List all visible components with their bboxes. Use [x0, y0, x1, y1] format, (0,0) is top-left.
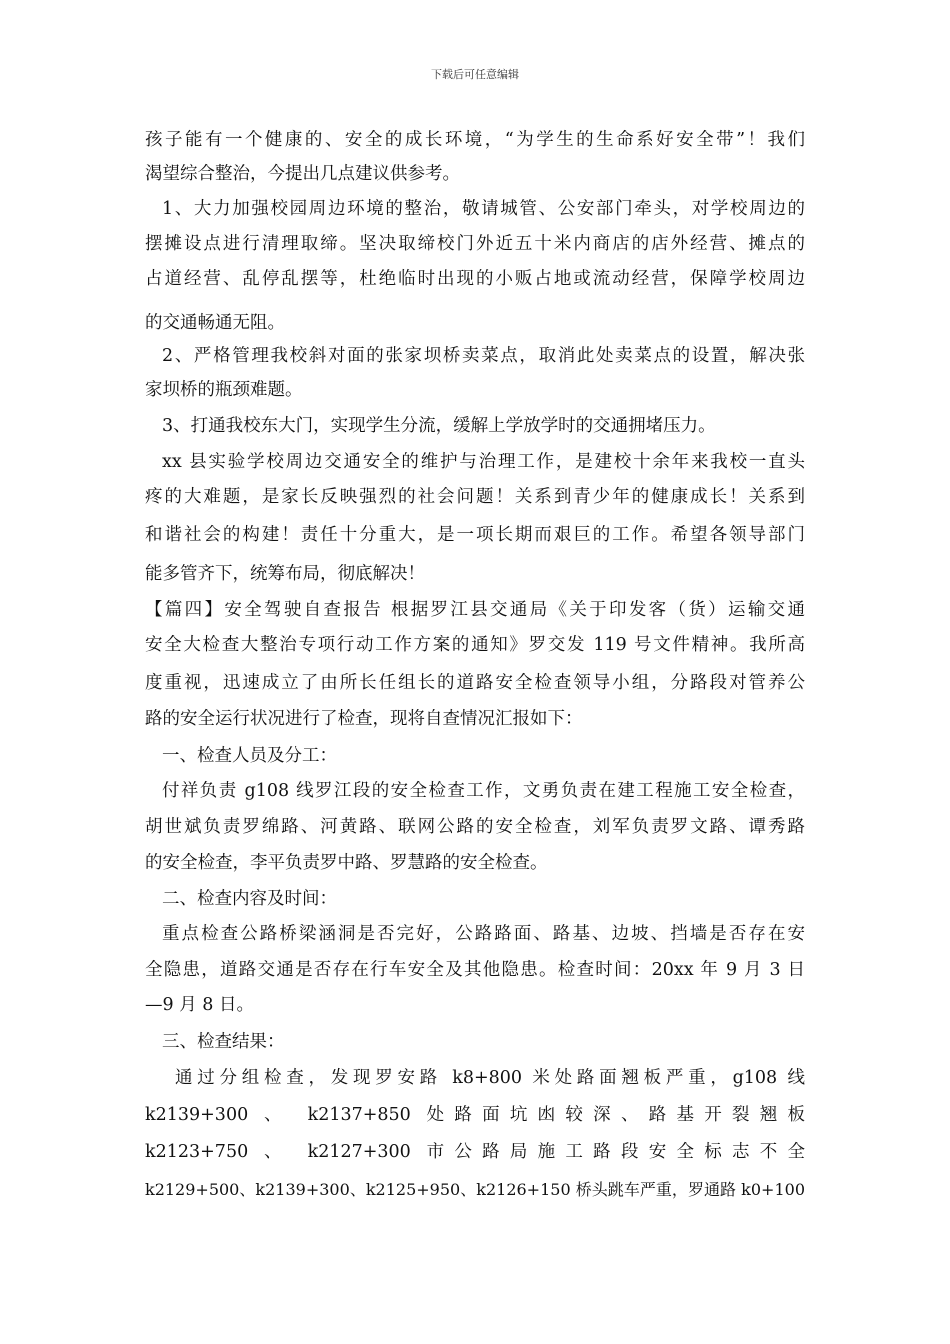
paragraph-line: 的交通畅通无阻。	[145, 313, 285, 333]
paragraph-line: 孩子能有一个健康的、安全的成长环境，“为学生的生命系好安全带”！我们	[145, 130, 805, 150]
paragraph-line: 2、严格管理我校斜对面的张家坝桥卖菜点，取消此处卖菜点的设置，解决张	[162, 346, 805, 366]
paragraph-line: 的安全检查，李平负责罗中路、罗慧路的安全检查。	[145, 853, 548, 873]
paragraph-line: 路的安全运行状况进行了检查，现将自查情况汇报如下：	[145, 709, 583, 729]
paragraph-line: 占道经营、乱停乱摆等，杜绝临时出现的小贩占地或流动经营，保障学校周边	[145, 269, 805, 289]
section-heading-line: 【篇四】安全驾驶自查报告 根据罗江县交通局《关于印发客（货）运输交通	[145, 600, 805, 620]
paragraph-line: 能多管齐下，统筹布局，彻底解决！	[145, 564, 425, 584]
subheading-line: 二、检查内容及时间：	[162, 889, 337, 909]
paragraph-line: 家坝桥的瓶颈难题。	[145, 380, 303, 400]
subheading-line: 一、检查人员及分工：	[162, 746, 337, 766]
paragraph-line: 摆摊设点进行清理取缔。坚决取缔校门外近五十米内商店的店外经营、摊点的	[145, 234, 805, 254]
paragraph-line: 疼的大难题，是家长反映强烈的社会问题！关系到青少年的健康成长！关系到	[145, 487, 805, 507]
paragraph-line: 全隐患，道路交通是否存在行车安全及其他隐患。检查时间：20xx 年 9 月 3 日	[145, 960, 805, 980]
paragraph-line: k2139+300 、 k2137+850 处路面坑凼较深、路基开裂翘板	[145, 1105, 805, 1125]
paragraph-line: 1、大力加强校园周边环境的整治，敬请城管、公安部门牵头，对学校周边的	[162, 199, 805, 219]
header-note: 下载后可任意编辑	[431, 68, 519, 81]
paragraph-line: k2123+750 、 k2127+300 市公路局施工路段安全标志不全	[145, 1142, 805, 1162]
paragraph-line: —9 月 8 日。	[145, 995, 254, 1015]
paragraph-line: 胡世斌负责罗绵路、河黄路、联网公路的安全检查，刘军负责罗文路、谭秀路	[145, 817, 805, 837]
paragraph-line: 渴望综合整治，今提出几点建议供参考。	[145, 164, 460, 184]
paragraph-line: 3、打通我校东大门，实现学生分流，缓解上学放学时的交通拥堵压力。	[162, 416, 716, 436]
paragraph-line: k2129+500、k2139+300、k2125+950、k2126+150 桥头跳车严重，罗通路 k0+100	[145, 1180, 805, 1199]
paragraph-line: 通过分组检查，发现罗安路 k8+800 米处路面翘板严重，g108 线	[175, 1068, 805, 1088]
paragraph-line: 付祥负责 g108 线罗江段的安全检查工作，文勇负责在建工程施工安全检查，	[162, 781, 805, 801]
paragraph-line: 重点检查公路桥梁涵洞是否完好，公路路面、路基、边坡、挡墙是否存在安	[162, 924, 805, 944]
paragraph-line: 和谐社会的构建！责任十分重大，是一项长期而艰巨的工作。希望各领导部门	[145, 525, 805, 545]
subheading-line: 三、检查结果：	[162, 1032, 285, 1052]
paragraph-line: xx 县实验学校周边交通安全的维护与治理工作，是建校十余年来我校一直头	[162, 452, 805, 472]
paragraph-line: 安全大检查大整治专项行动工作方案的通知》罗交发 119 号文件精神。我所高	[145, 635, 805, 655]
paragraph-line: 度重视，迅速成立了由所长任组长的道路安全检查领导小组，分路段对管养公	[145, 673, 805, 693]
